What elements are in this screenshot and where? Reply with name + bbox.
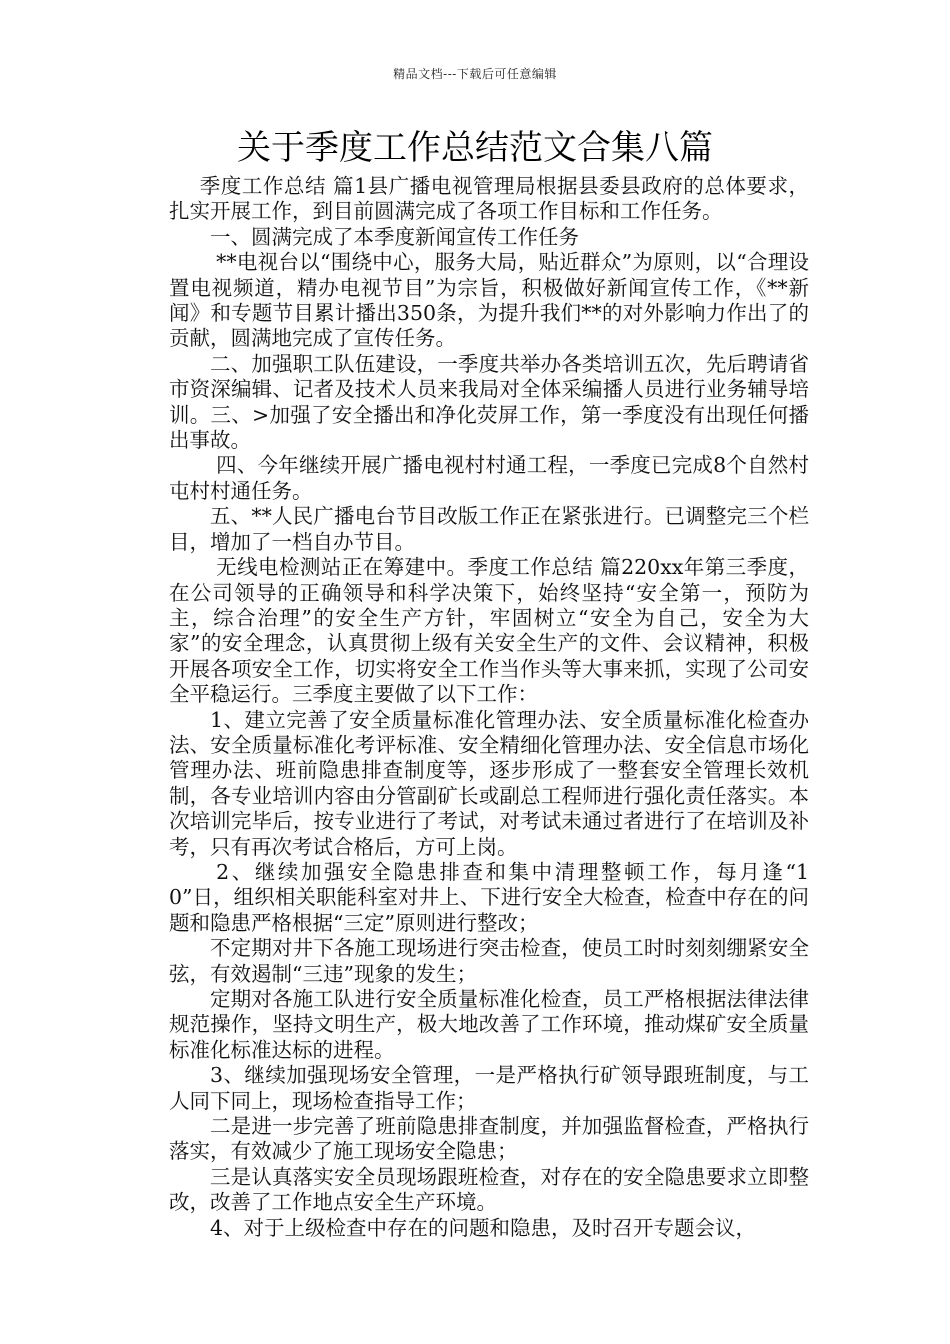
- paragraph: 二是进一步完善了班前隐患排查制度，并加强监督检查，严格执行落实，有效减少了施工现场安全隐患；: [169, 1114, 809, 1164]
- paragraph: 定期对各施工队进行安全质量标准化检查，员工严格根据法律法律规范操作，坚持文明生产，极大地改善了工作环境，推动煤矿安全质量标准化标准达标的进程。: [169, 987, 809, 1062]
- paragraph: 无线电检测站正在筹建中。季度工作总结 篇220xx年第三季度，在公司领导的正确领导和科学决策下，始终坚持“安全第一，预防为主，综合治理”的安全生产方针，牢固树立“安全为自己，安全为大家”的安全理念，认真贯彻上级有关安全生产的文件、会议精神，积极开展各项安全工作，切实将安全工作当作头等大事来抓，实现了公司安全平稳运行。三季度主要做了以下工作：: [169, 555, 809, 707]
- paragraph: 1、建立完善了安全质量标准化管理办法、安全质量标准化检查办法、安全质量标准化考评标准、安全精细化管理办法、安全信息市场化管理办法、班前隐患排查制度等，逐步形成了一整套安全管理长效机制，各专业培训内容由分管副矿长或副总工程师进行强化责任落实。本次培训完毕后，按专业进行了考试，对考试未通过者进行了在培训及补考，只有再次考试合格后，方可上岗。: [169, 707, 809, 859]
- paragraph: 4、对于上级检查中存在的问题和隐患，及时召开专题会议，: [210, 1215, 757, 1240]
- paragraph: 二、加强职工队伍建设，一季度共举办各类培训五次，先后聘请省市资深编辑、记者及技术人员来我局对全体采编播人员进行业务辅导培训。三、>加强了安全播出和净化荧屏工作，第一季度没有出现任何播出事故。: [169, 351, 809, 453]
- section-heading: 一、圆满完成了本季度新闻宣传工作任务: [210, 224, 579, 249]
- paragraph: 三是认真落实安全员现场跟班检查，对存在的安全隐患要求立即整改，改善了工作地点安全生产环境。: [169, 1164, 809, 1215]
- paragraph: 不定期对井下各施工现场进行突击检查，使员工时时刻刻绷紧安全弦，有效遏制“三违”现象的发生；: [169, 936, 809, 986]
- paragraph: **电视台以“围绕中心，服务大局，贴近群众”为原则，以“合理设置电视频道，精办电视节目”为宗旨，积极做好新闻宣传工作，《**新闻》和专题节目累计播出350条，为提升我们**的对外影响力作出了的贡献，圆满地完成了宣传任务。: [169, 250, 809, 351]
- paragraph: 四、今年继续开展广播电视村村通工程，一季度已完成8个自然村屯村村通任务。: [169, 453, 809, 503]
- document-body: [169, 174, 809, 1241]
- header-note: 精品文档---下载后可任意编辑: [393, 67, 557, 81]
- paragraph: 3、继续加强现场安全管理，一是严格执行矿领导跟班制度，与工人同下同上，现场检查指导工作；: [169, 1063, 809, 1113]
- paragraph: 五、**人民广播电台节目改版工作正在紧张进行。已调整完三个栏目，增加了一档自办节目。: [169, 504, 809, 554]
- paragraph: 2、继续加强安全隐患排查和集中清理整顿工作，每月逢“10”日，组织相关职能科室对井上、下进行安全大检查，检查中存在的问题和隐患严格根据“三定”原则进行整改；: [169, 859, 809, 935]
- document-title: 关于季度工作总结范文合集八篇: [237, 128, 713, 168]
- paragraph: 季度工作总结 篇1县广播电视管理局根据县委县政府的总体要求，扎实开展工作，到目前圆满完成了各项工作目标和工作任务。: [169, 174, 809, 224]
